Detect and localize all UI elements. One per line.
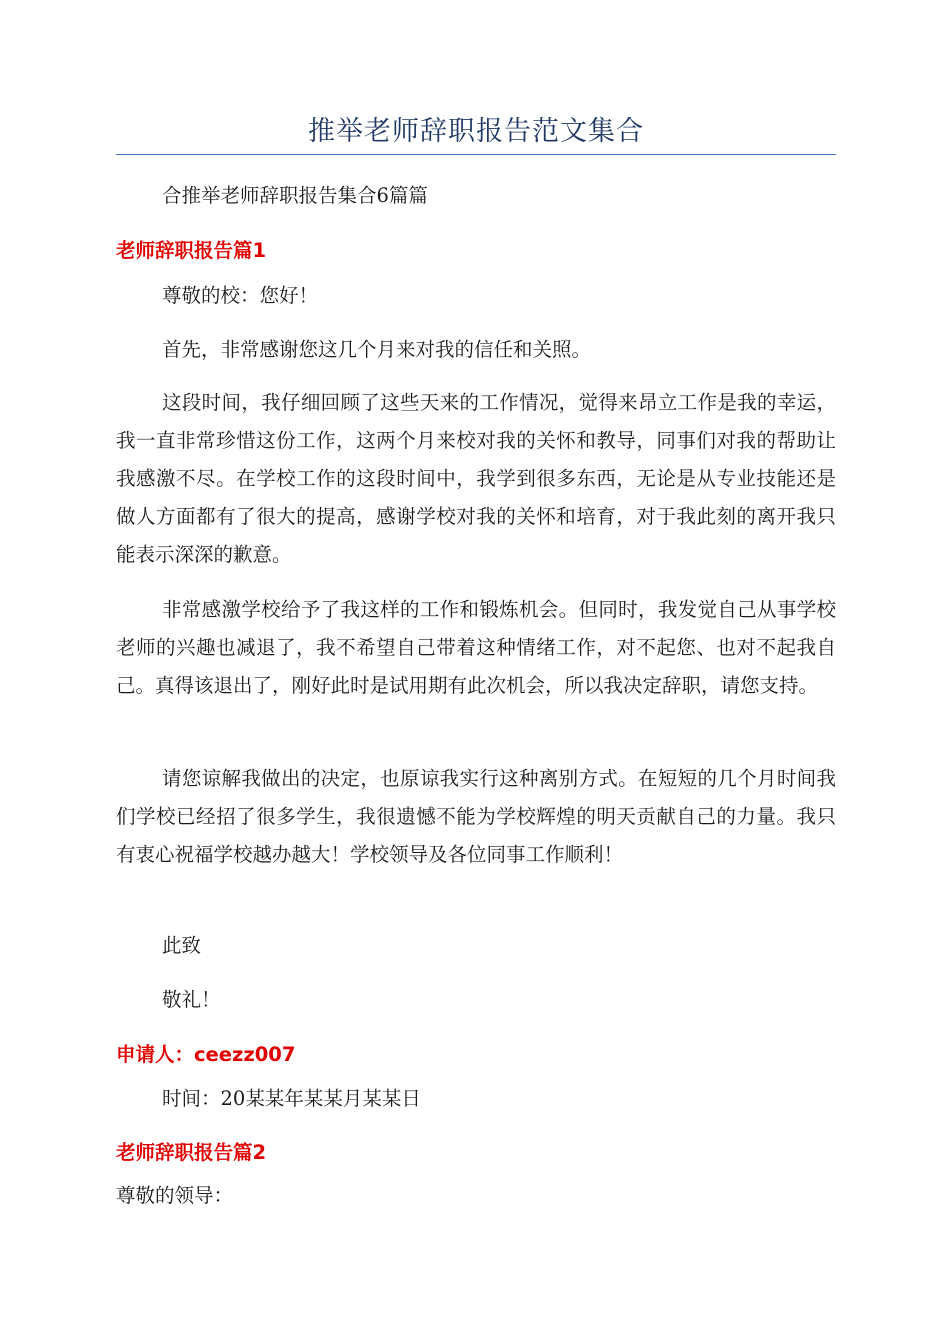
article-2-greeting: 尊敬的领导：: [116, 1184, 234, 1207]
article-2-heading: 老师辞职报告篇2: [116, 1141, 267, 1164]
document-subtitle: 合推举老师辞职报告集合6篇篇: [162, 184, 428, 207]
article-1-date: 时间：20某某年某某月某某日: [162, 1087, 421, 1110]
article-1-applicant: 申请人：ceezz007: [116, 1043, 296, 1066]
article-1-paragraph-2: 这段时间，我仔细回顾了这些天来的工作情况，觉得来昂立工作是我的幸运，我一直非常珍惜这份工作，这两个月来校对我的关怀和教导，同事们对我的帮助让我感激不尽。在学校工作的这段时间中，我学到很多东西，无论是从专业技能还是做人方面都有了很大的提高，感谢学校对我的关怀和培育，对于我此刻的离开我只能表示深深的歉意。: [116, 391, 836, 566]
article-1-paragraph-3: 非常感激学校给予了我这样的工作和锻炼机会。但同时，我发觉自己从事学校老师的兴趣也减退了，我不希望自己带着这种情绪工作，对不起您、也对不起我自己。真得该退出了，刚好此时是试用期有此次机会，所以我决定辞职，请您支持。: [116, 598, 836, 697]
article-1-paragraph-4: 请您谅解我做出的决定，也原谅我实行这种离别方式。在短短的几个月时间我们学校已经招了很多学生，我很遗憾不能为学校辉煌的明天贡献自己的力量。我只有衷心祝福学校越办越大！学校领导及各位同事工作顺利！: [116, 767, 836, 866]
title-underline: [116, 154, 836, 155]
document-title: 推举老师辞职报告范文集合: [308, 116, 644, 147]
article-1-closing-regards: 此致: [162, 934, 202, 957]
article-1-closing-salute: 敬礼！: [162, 988, 221, 1011]
article-1-heading: 老师辞职报告篇1: [116, 239, 267, 262]
article-1-paragraph-1: 首先，非常感谢您这几个月来对我的信任和关照。: [162, 338, 592, 361]
article-1-greeting: 尊敬的校：您好！: [162, 284, 319, 307]
